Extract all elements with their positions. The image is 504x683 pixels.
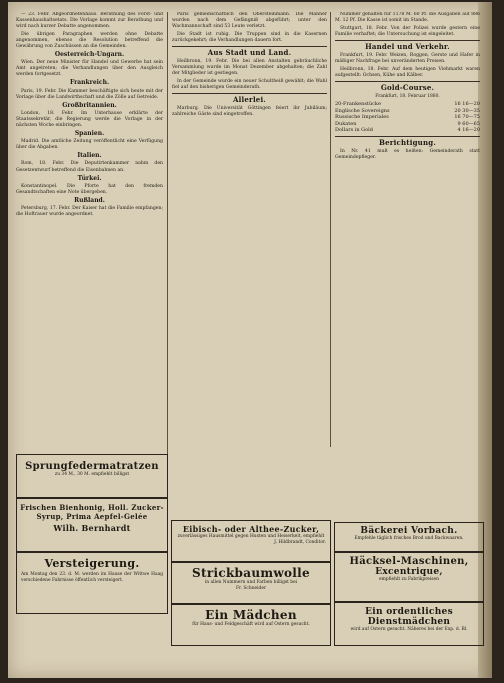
gold-row xyxy=(335,127,480,134)
ad-title: Ein Mädchen xyxy=(205,608,297,622)
ad-text: zuverlässiges Hausmittel gegen Husten und Heiserkeit, empfiehlt xyxy=(177,534,325,539)
article-text: Paris gemeinschaftlich den Obersteinmann. Die Männer wurden nach dem Gefängniß abgeführt; unter den Wachmannschaft sind 53 Leute verletzt. xyxy=(172,12,327,30)
ad-text: empfiehlt zu Fabrikpreisen xyxy=(379,577,439,582)
section-heading-trade: Handel und Verkehr. xyxy=(365,41,450,51)
section-heading: Türkei. xyxy=(77,174,102,182)
ad-machines xyxy=(334,552,484,602)
gold-value: 16 16—20 xyxy=(454,101,480,108)
ad-title: Versteigerung. xyxy=(44,557,140,570)
article-text: In der Gemeinde wurde ein neuer Schultheiß gewählt; die Wahl fiel auf den bisherigen Gemeinderath. xyxy=(172,78,327,90)
ad-knitting-cotton xyxy=(171,562,331,604)
ad-text: für Haus- und Feldgeschäft wird auf Ostern gesucht. xyxy=(192,622,310,627)
article-opening: — 23. Febr. Abgeordnetenhaus. Berathung des Forst- und Kassenhaushaltsetats. Die Vorlage kommt zur Berathung und wird nach kurzer Debatte angenommen. xyxy=(16,12,163,30)
article-text: Nummer gehalten für 1178 M. 60 Pf. die Ausgaben auf 886 M. 12 Pf. Die Kasse ist somit im Stande. xyxy=(335,12,480,24)
gold-subtitle: Frankfurt, 18. Februar 1880. xyxy=(375,93,440,99)
gold-name: Dukaten xyxy=(335,120,357,127)
ad-text: Am Montag den 23. d. M. werden im Hause der Wittwe Haag verschiedene Fahrnisse öffentlich versteigert. xyxy=(21,572,163,583)
ad-auction xyxy=(16,552,168,614)
ad-seller: Wilh. Bernhardt xyxy=(53,523,131,533)
ad-honey xyxy=(16,498,168,552)
gold-value: 4 16—20 xyxy=(457,127,480,134)
ad-title: Sprungfedermatratzen xyxy=(25,461,159,472)
column-2 xyxy=(172,12,327,552)
article-text: Stuttgart, 18. Febr. Von der Polizei wurde gestern eine Familie verhaftet; die Untersuchung ist eingeleitet. xyxy=(335,25,480,37)
article-text: Wien. Der neue Minister für Handel und Gewerbe hat sein Amt angetreten; die Verhandlungen über den Ausgleich werden fortgesetzt. xyxy=(16,60,163,78)
ad-title: Strickbaumwolle xyxy=(192,566,310,580)
article-text: Heilbronn, 18. Febr. Auf dem heutigen Viehmarkt waren aufgestellt: Ochsen, Kühe und Kälber. xyxy=(335,66,480,78)
section-heading: Italien. xyxy=(77,152,102,160)
ad-title: Häcksel-Maschinen, xyxy=(349,556,469,567)
gold-value: 16 70—75 xyxy=(454,114,480,121)
ad-girl-wanted xyxy=(171,604,331,646)
gold-name: 20-Frankenstücke xyxy=(335,101,381,108)
gold-name: Englische Sovereigns xyxy=(335,107,390,114)
article-text: In Nr. 41 muß es heißen: Gemeinderath statt Gemeindepfleger. xyxy=(335,148,480,160)
ad-seller: J. Hildbrandt, Conditor. xyxy=(274,539,326,545)
article-text: Die übrigen Paragraphen werden ohne Debatte angenommen, ebenso die Resolution betreffend die Gewährung von Zuschüssen an die Gemeinden. xyxy=(16,31,163,49)
section-heading-gold: Gold-Course. xyxy=(380,82,435,92)
column-divider xyxy=(167,12,168,482)
section-heading-local: Aus Stadt und Land. xyxy=(207,47,292,57)
ad-title: Eibisch- oder Althee-Zucker, xyxy=(182,524,320,534)
section-heading-misc: Allerlei. xyxy=(233,94,266,104)
article-text: Die Stadt ist ruhig. Die Truppen sind in die Kasernen zurückgekehrt; die Verhandlungen dauern fort. xyxy=(172,31,327,43)
article-text: Madrid. Die amtliche Zeitung veröffentlicht eine Verfügung über die Abgaben. xyxy=(16,139,163,151)
section-rule xyxy=(335,81,480,82)
section-heading: Spanien. xyxy=(74,130,105,138)
section-heading: Oesterreich-Ungarn. xyxy=(54,51,125,59)
ad-text: Empfehle täglich frisches Brod und Backwaaren. xyxy=(354,536,464,541)
gold-value: 9 60—65 xyxy=(457,120,480,127)
article-text: Petersburg, 17. Febr. Der Kaiser hat die Familie empfangen; die Hoftrauer wurde angeordnet. xyxy=(16,206,163,218)
ad-text: in allen Nummern und Farben billigst bei xyxy=(204,580,298,585)
gold-value: 20 30—35 xyxy=(454,107,480,114)
column-divider xyxy=(330,12,331,447)
ad-title: Ein ordentliches Dienstmädchen xyxy=(365,607,453,627)
section-rule xyxy=(335,136,480,137)
article-text: London, 18. Febr. Im Unterhause erklärte der Staatssekretär, die Regierung werde die Vorlage in der nächsten Woche einbringen. xyxy=(16,110,163,128)
ad-title: Frischen Bienhonig, Holl. Zucker-Syrup, Prima Aepfel-Gelée xyxy=(20,503,164,521)
ad-maid-wanted xyxy=(334,602,484,646)
article-text: Frankfurt, 19. Febr. Weizen, Roggen, Gerste und Hafer in mäßiger Nachfrage bei unveränderten Preisen. xyxy=(335,52,480,64)
section-heading: Frankreich. xyxy=(69,79,110,87)
ad-text: zu 34 M., 30 M. empfiehlt billigst xyxy=(54,472,130,477)
gold-name: Dollars in Gold xyxy=(335,127,373,134)
section-rule xyxy=(335,40,480,41)
ad-spring-mattress xyxy=(16,454,168,498)
gold-course-table xyxy=(335,101,480,134)
article-text: Heilbronn, 19. Febr. Die bei allen Anstalten gebräuchliche Versammlung wurde im Monat Dezember abgehalten; die Zahl der Mitglieder ist gestiegen. xyxy=(172,58,327,77)
ad-seller: Fr. Schneider xyxy=(235,585,267,591)
ad-text: wird auf Ostern gesucht. Näheres bei der Exp. d. Bl. xyxy=(350,627,468,632)
article-text: Rom, 18. Febr. Die Deputirtenkammer nahm den Gesetzentwurf betreffend die Eisenbahnen an. xyxy=(16,161,163,173)
article-text: Konstantinopel. Die Pforte hat den fremden Gesandtschaften eine Note übergeben. xyxy=(16,183,163,195)
newspaper-page xyxy=(8,2,492,678)
section-rule xyxy=(172,93,327,94)
section-heading: Großbritannien. xyxy=(62,101,117,109)
ad-title: Bäckerei Vorbach. xyxy=(360,526,458,536)
section-rule xyxy=(172,46,327,47)
ad-eibisch xyxy=(171,520,331,562)
section-heading-correction: Berichtigung. xyxy=(379,137,436,147)
ad-subtitle: Excentrique, xyxy=(375,567,443,577)
article-text: Paris, 19. Febr. Die Kammer beschäftigte sich heute mit der Vorlage über die Landwirthschaft und die Zölle auf Getreide. xyxy=(16,88,163,100)
article-text: Marburg. Die Universität Göttingen feiert ihr Jubiläum; zahlreiche Gäste sind eingetroffen. xyxy=(172,105,327,118)
gold-name: Russische Imperiales xyxy=(335,114,389,121)
section-heading: Rußland. xyxy=(74,196,105,204)
ad-bakery xyxy=(334,522,484,552)
